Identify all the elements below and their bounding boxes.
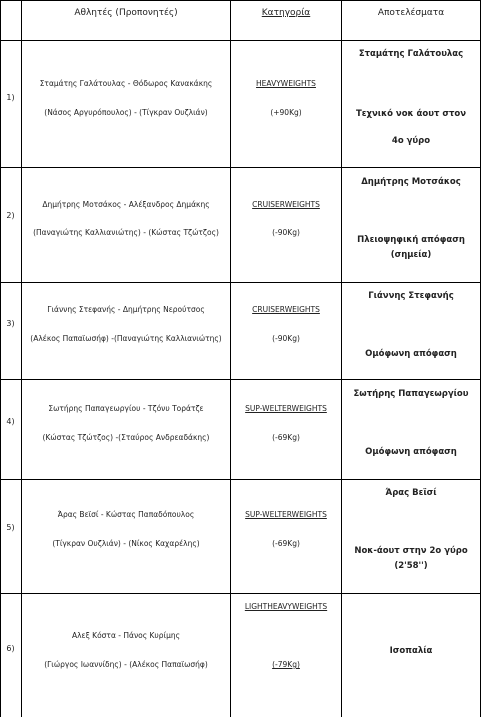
row-number: 5) xyxy=(6,523,15,532)
category-link[interactable]: SUP-WELTERWEIGHTS xyxy=(245,510,327,519)
winner: Δημήτρης Μοτσάκος xyxy=(361,177,461,187)
category-link[interactable]: CRUISERWEIGHTS xyxy=(252,305,320,314)
fighters: Δημήτρης Μοτσάκος - Αλέξανδρος Δημάκης xyxy=(42,200,210,209)
weight-class: (-90Kg) xyxy=(272,228,300,237)
table-border-top xyxy=(0,0,481,1)
result-detail: 4ο γύρο xyxy=(391,136,431,146)
weight-class: (-69Kg) xyxy=(272,539,300,548)
coaches: (Κώστας Τζώτζος) -(Σταύρος Ανδρεαδάκης) xyxy=(42,433,210,442)
row-number: 4) xyxy=(6,417,15,426)
result-method: Τεχνικό νοκ άουτ στον xyxy=(355,109,467,119)
row-divider xyxy=(0,282,481,283)
category-link[interactable]: SUP-WELTERWEIGHTS xyxy=(245,404,327,413)
coaches: (Αλέκος Παπαϊωσήφ) -(Παναγιώτης Καλλιανιώτης) xyxy=(30,334,222,343)
result-method: Ισοπαλία xyxy=(389,646,433,656)
coaches: (Παναγιώτης Καλλιανιώτης) - (Κώστας Τζώτζος) xyxy=(33,228,219,237)
winner: Γιάννης Στεφανής xyxy=(368,291,454,301)
coaches: (Τίγκραν Ουζλιάν) - (Νίκος Καχαρέλης) xyxy=(52,539,200,548)
category-link[interactable]: CRUISERWEIGHTS xyxy=(252,200,320,209)
result-detail: (2'58'') xyxy=(394,561,428,571)
category-link[interactable]: LIGHTHEAVYWEIGHTS xyxy=(244,602,328,611)
weight-class: (-90Kg) xyxy=(272,334,300,343)
weight-class: (+90Kg) xyxy=(270,108,302,117)
fighters: Άρας Βεϊσί - Κώστας Παπαδόπουλος xyxy=(57,510,195,519)
header-category-link[interactable]: Κατηγορία xyxy=(261,8,311,18)
fighters: Γιάννης Στεφανής - Δημήτρης Νερούτσος xyxy=(47,305,205,314)
header-results: Αποτελέσματα xyxy=(377,8,445,18)
row-number: 2) xyxy=(6,211,15,220)
weight-class: (-69Kg) xyxy=(272,433,300,442)
coaches: (Γιώργος Ιωαννίδης) - (Αλέκος Παπαϊωσήφ) xyxy=(44,660,208,669)
row-divider xyxy=(0,479,481,480)
winner: Άρας Βεϊσί xyxy=(385,488,437,498)
coaches: (Νάσος Αργυρόπουλος) - (Τίγκραν Ουζλιάν) xyxy=(44,108,208,117)
row-number: 3) xyxy=(6,319,15,328)
result-method: Πλειοψηφική απόφαση xyxy=(357,235,465,245)
table-border-left xyxy=(0,0,1,717)
fighters: Αλεξ Κόστα - Πάνος Κυρίμης xyxy=(71,631,180,640)
fighters: Σταμάτης Γαλάτουλας - Θόδωρος Κανακάκης xyxy=(39,79,213,88)
row-divider xyxy=(0,40,481,41)
result-method: Νοκ-άουτ στην 2ο γύρο xyxy=(354,546,468,556)
row-divider xyxy=(0,593,481,594)
result-method: Ομόφωνη απόφαση xyxy=(365,447,457,457)
winner: Σωτήρης Παπαγεωργίου xyxy=(353,389,469,399)
row-number: 6) xyxy=(6,644,15,653)
header-athletes: Αθλητές (Προπονητές) xyxy=(74,8,178,18)
row-number: 1) xyxy=(6,93,15,102)
winner: Σταμάτης Γαλάτουλας xyxy=(358,49,464,59)
result-method: Ομόφωνη απόφαση xyxy=(365,349,457,359)
fighters: Σωτήρης Παπαγεωργίου - Τζόνυ Τοράτζε xyxy=(48,404,204,413)
result-detail: (σημεία) xyxy=(390,250,432,260)
row-divider xyxy=(0,379,481,380)
weight-class-link[interactable]: (-79Kg) xyxy=(272,660,300,669)
category-link[interactable]: HEAVYWEIGHTS xyxy=(256,79,316,88)
row-divider xyxy=(0,167,481,168)
